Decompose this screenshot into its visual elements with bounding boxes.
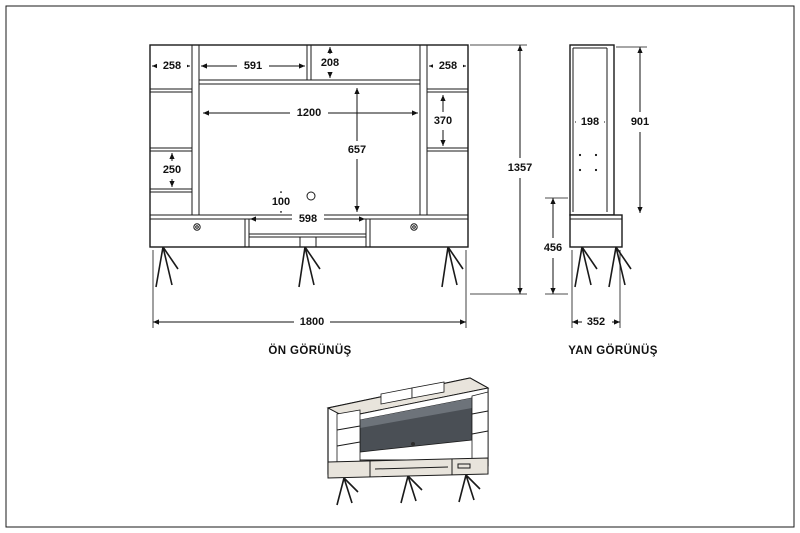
leg-left <box>156 247 178 287</box>
dim-456 <box>543 198 568 294</box>
dim-1357 <box>470 45 532 294</box>
persp-right-column <box>472 392 488 460</box>
perspective-view <box>328 378 488 505</box>
dim-label-258-right: 258 <box>438 59 458 72</box>
dim-label-1357: 1357 <box>507 161 533 174</box>
dim-901 <box>616 47 651 213</box>
side-view <box>543 45 658 357</box>
shelf-pin-1 <box>579 154 581 156</box>
front-view-title: ÖN GÖRÜNÜŞ <box>268 345 352 357</box>
side-leg-left <box>575 247 597 287</box>
dim-258-left <box>152 58 190 73</box>
dim-label-198: 198 <box>580 115 600 128</box>
persp-cable-hole <box>411 442 415 446</box>
shelf-pin-4 <box>595 169 597 171</box>
dim-198 <box>575 114 605 129</box>
dim-label-1200: 1200 <box>296 106 322 119</box>
leg-right <box>442 247 463 287</box>
dim-label-657: 657 <box>347 143 367 156</box>
persp-leg-right <box>459 475 480 502</box>
front-view <box>150 45 532 357</box>
dim-258-right <box>429 58 466 73</box>
dim-label-352: 352 <box>586 315 606 328</box>
persp-leg-mid <box>401 476 422 503</box>
dim-label-591: 591 <box>243 59 263 72</box>
leg-mid <box>299 247 320 287</box>
dim-label-208: 208 <box>320 56 340 69</box>
shelf-pin-3 <box>579 169 581 171</box>
dim-label-100: 100 <box>271 195 291 208</box>
side-view-title: YAN GÖRÜNÜŞ <box>568 345 658 357</box>
shelf-pin-2 <box>595 154 597 156</box>
persp-left-column <box>337 410 360 462</box>
side-base-outline <box>570 215 622 247</box>
dim-label-456: 456 <box>543 241 563 254</box>
dim-100 <box>271 191 291 213</box>
front-legs <box>156 247 463 287</box>
dim-label-901: 901 <box>630 115 650 128</box>
dim-label-250: 250 <box>162 163 182 176</box>
dim-label-1800: 1800 <box>299 315 325 328</box>
dim-label-370: 370 <box>433 114 453 127</box>
persp-leg-left <box>337 478 358 505</box>
dim-label-598: 598 <box>298 212 318 225</box>
dim-label-258-left: 258 <box>162 59 182 72</box>
dim-1800 <box>153 250 466 330</box>
